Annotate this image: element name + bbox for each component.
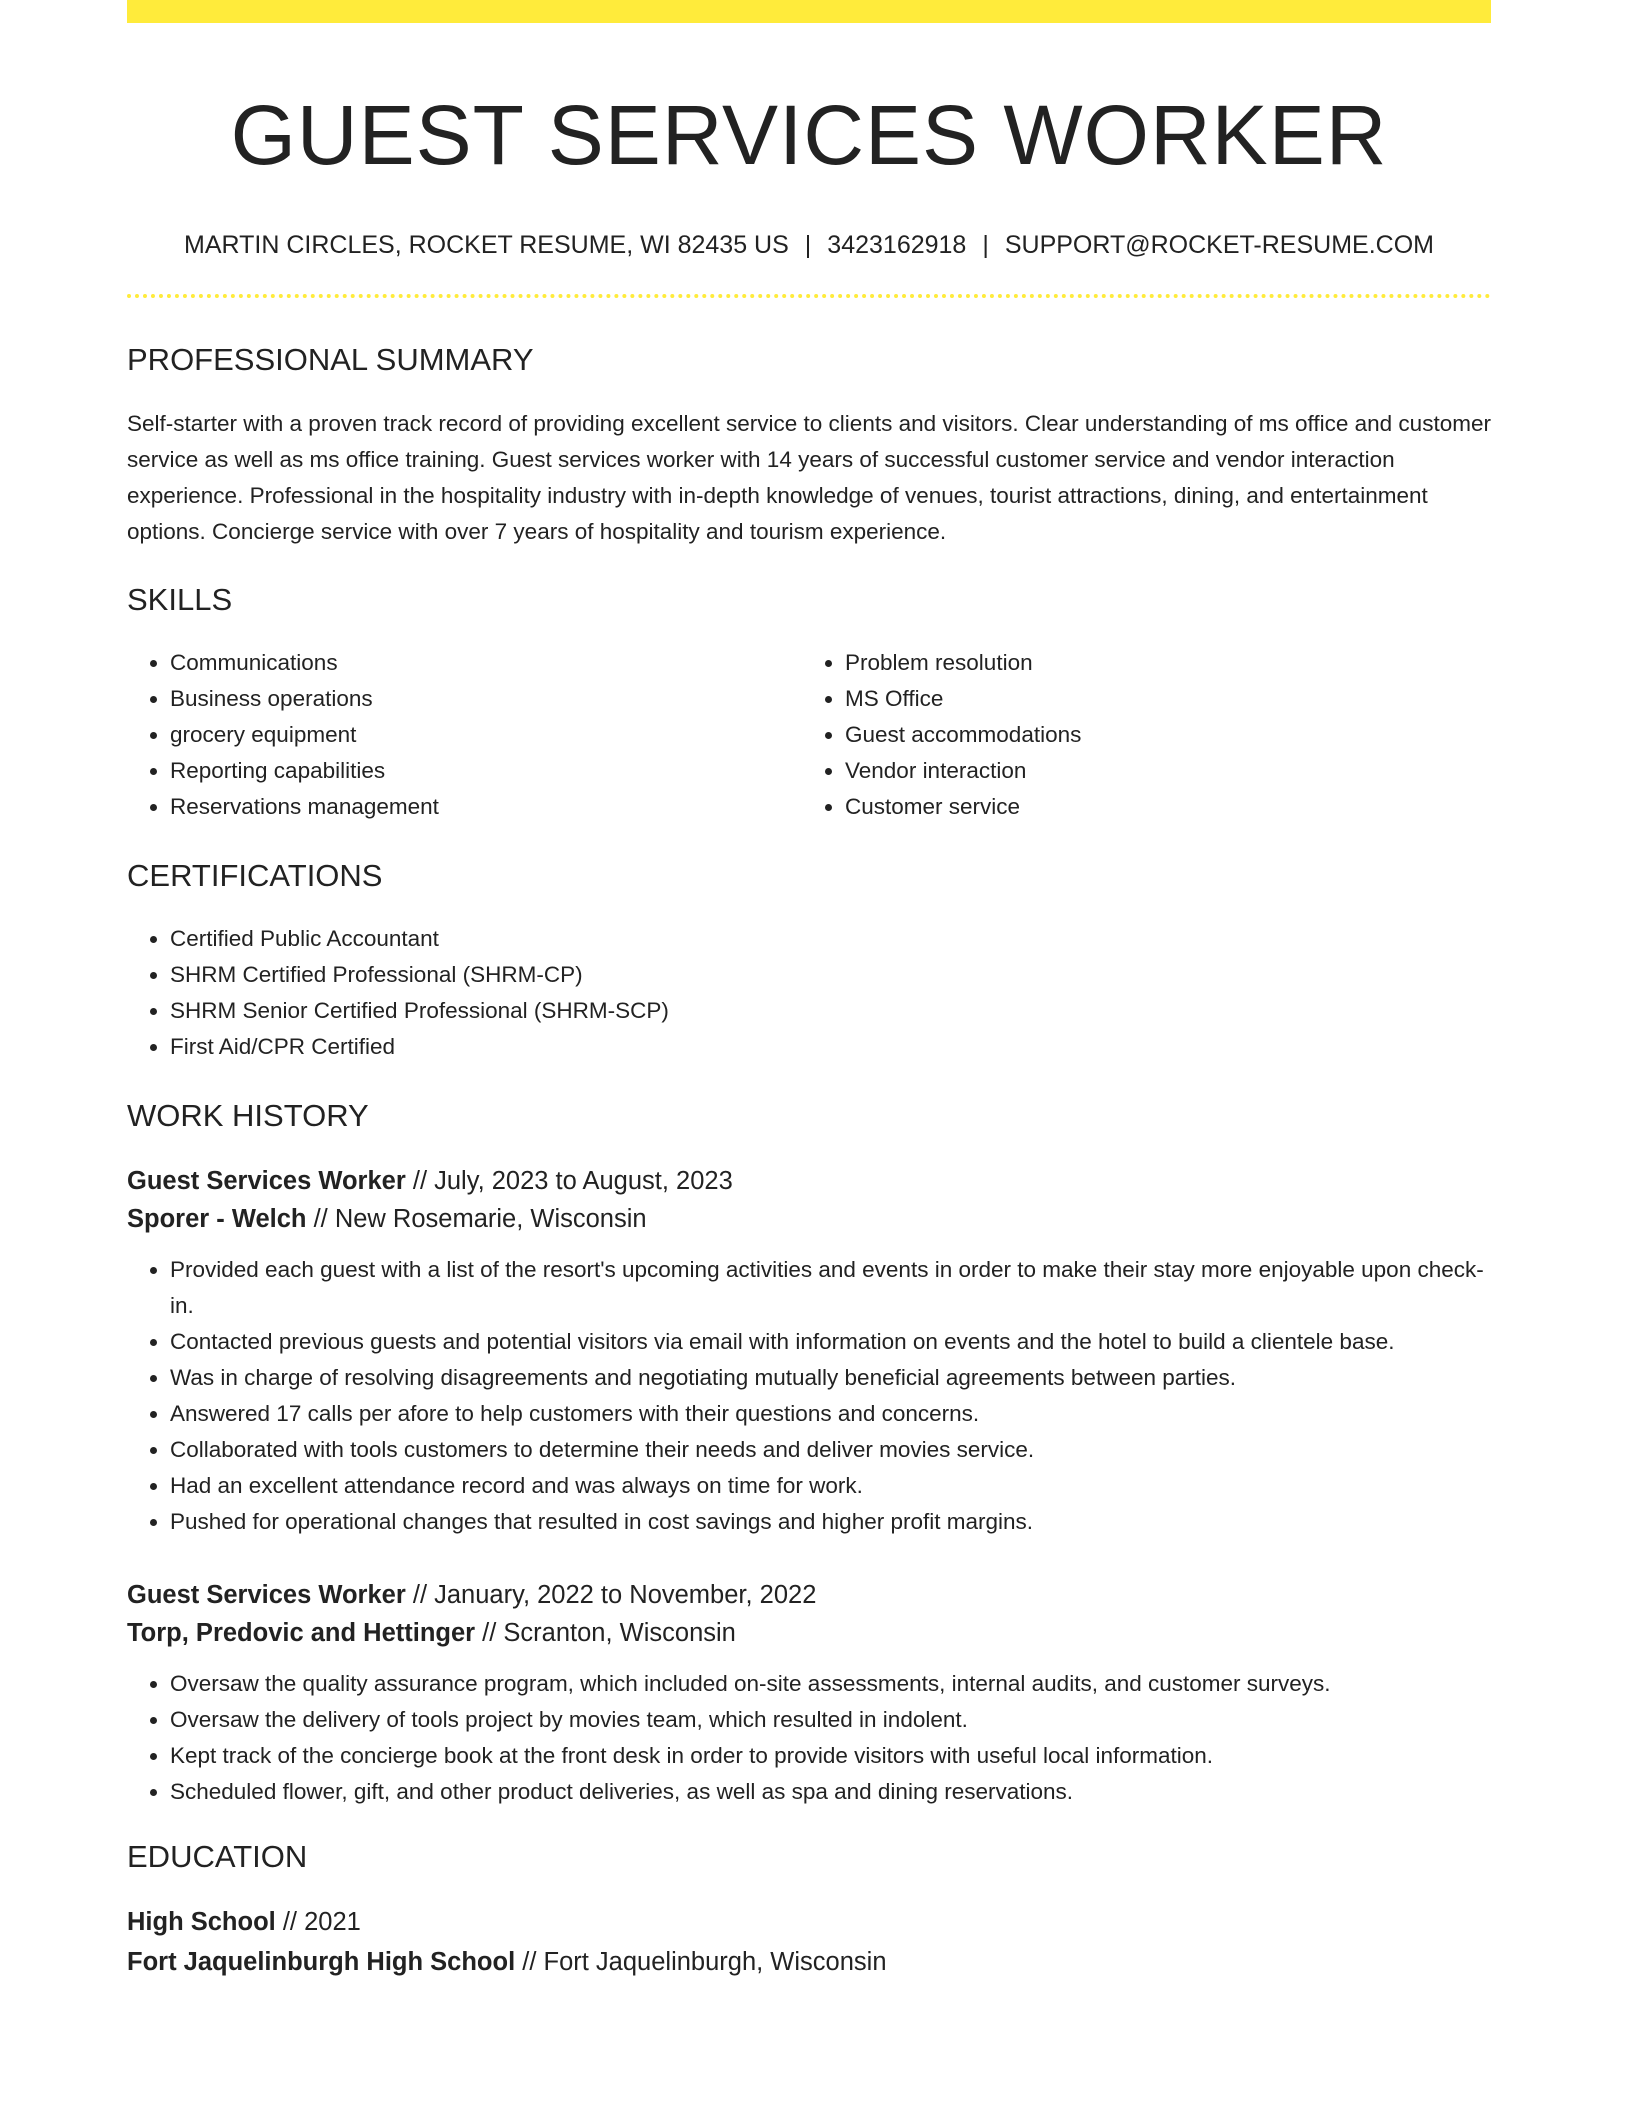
job-company-line (127, 1200, 1491, 1238)
resume-page (127, 0, 1491, 1982)
job-company-line (127, 1614, 1491, 1652)
job-bullet: • Answered 17 calls per afore to help customers with their questions and concerns. (170, 1396, 1491, 1432)
skill-item: • Reporting capabilities (170, 753, 809, 789)
education-school-line (127, 1942, 1491, 1982)
education-degree: High School (127, 1907, 276, 1936)
accent-bar (127, 0, 1491, 23)
job-title: Guest Services Worker (127, 1167, 406, 1196)
job-title: Guest Services Worker (127, 1581, 406, 1610)
job-bullet: • Contacted previous guests and potential visitors via email with information on events and the hotel to build a clientele base. (170, 1324, 1491, 1360)
contact-line (127, 229, 1491, 262)
work-history-heading: WORK HISTORY (127, 1098, 369, 1134)
job-dates: // January, 2022 to November, 2022 (412, 1581, 817, 1610)
job-company: Sporer - Welch (127, 1205, 307, 1234)
job-bullet: • Pushed for operational changes that resulted in cost savings and higher profit margins. (170, 1504, 1491, 1540)
skill-item: • Vendor interaction (845, 753, 1491, 789)
job-bullets (127, 1252, 1491, 1540)
skill-item: • Problem resolution (845, 645, 1491, 681)
certification-item: • First Aid/CPR Certified (170, 1029, 1491, 1065)
skill-item: • Guest accommodations (845, 717, 1491, 753)
skills-column-right (809, 645, 1491, 825)
job-bullet: • Oversaw the delivery of tools project by movies team, which resulted in indolent. (170, 1702, 1491, 1738)
contact-address: MARTIN CIRCLES, ROCKET RESUME, WI 82435 US (184, 230, 789, 259)
job-bullet: • Oversaw the quality assurance program, which included on-site assessments, internal audits, and customer surveys. (170, 1666, 1491, 1702)
skills-list (127, 645, 1491, 825)
job-entry (127, 1162, 1491, 1540)
job-dates: // July, 2023 to August, 2023 (412, 1167, 733, 1196)
summary-heading: PROFESSIONAL SUMMARY (127, 342, 534, 378)
job-title-line (127, 1576, 1491, 1614)
skill-item: • Reservations management (170, 789, 809, 825)
job-bullets (127, 1666, 1491, 1810)
contact-separator: | (982, 230, 989, 259)
skill-item: • grocery equipment (170, 717, 809, 753)
job-location: // Scranton, Wisconsin (482, 1619, 736, 1648)
contact-email: SUPPORT@ROCKET-RESUME.COM (1004, 230, 1434, 259)
job-bullet: • Scheduled flower, gift, and other product deliveries, as well as spa and dining reservations. (170, 1774, 1491, 1810)
certifications-list (127, 921, 1491, 1065)
job-bullet: • Provided each guest with a list of the resort's upcoming activities and events in order to make their stay more enjoyable upon check-in. (170, 1252, 1491, 1324)
education-school: Fort Jaquelinburgh High School (127, 1947, 516, 1976)
certification-item: • SHRM Certified Professional (SHRM-CP) (170, 957, 1491, 993)
education-year: // 2021 (282, 1907, 361, 1936)
contact-separator: | (804, 230, 812, 259)
education-heading: EDUCATION (127, 1839, 308, 1875)
education-degree-line (127, 1902, 1491, 1942)
certifications-section (127, 856, 1491, 1065)
skill-item: • Customer service (845, 789, 1491, 825)
education-entry (127, 1902, 1491, 1982)
education-section (127, 1837, 1491, 1981)
certification-item: • SHRM Senior Certified Professional (SHRM-SCP) (170, 993, 1491, 1029)
job-bullet: • Kept track of the concierge book at the front desk in order to provide visitors with useful local information. (170, 1738, 1491, 1774)
skills-column-left (127, 645, 809, 825)
job-bullet: • Was in charge of resolving disagreements and negotiating mutually beneficial agreements between parties. (170, 1360, 1491, 1396)
certifications-heading: CERTIFICATIONS (127, 857, 383, 893)
skill-item: • Business operations (170, 681, 809, 717)
skill-item: • Communications (170, 645, 809, 681)
dotted-divider (127, 294, 1491, 298)
summary-section (127, 340, 1491, 549)
job-location: // New Rosemarie, Wisconsin (313, 1205, 647, 1234)
job-bullet: • Had an excellent attendance record and was always on time for work. (170, 1468, 1491, 1504)
resume-title: GUEST SERVICES WORKER (230, 88, 1388, 182)
work-history-section (127, 1096, 1491, 1810)
job-title-line (127, 1162, 1491, 1200)
job-bullet: • Collaborated with tools customers to determine their needs and deliver movies service. (170, 1432, 1491, 1468)
skill-item: • MS Office (845, 681, 1491, 717)
job-entry (127, 1576, 1491, 1810)
skills-heading: SKILLS (127, 581, 233, 617)
summary-text: Self-starter with a proven track record of providing excellent service to clients and visitors. Clear understanding of ms office and customer service as well as ms office training. Guest services worker with 14 years of successful customer service and vendor interaction experience. Professional in the hospitality industry with in-depth knowledge of venues, tourist attractions, dining, and entertainment options. Concierge service with over 7 years of hospitality and tourism experience. (127, 410, 1491, 544)
education-location: // Fort Jaquelinburgh, Wisconsin (522, 1947, 887, 1976)
skills-section (127, 580, 1491, 825)
contact-phone: 3423162918 (827, 230, 967, 259)
job-company: Torp, Predovic and Hettinger (127, 1619, 476, 1648)
certification-item: • Certified Public Accountant (170, 921, 1491, 957)
